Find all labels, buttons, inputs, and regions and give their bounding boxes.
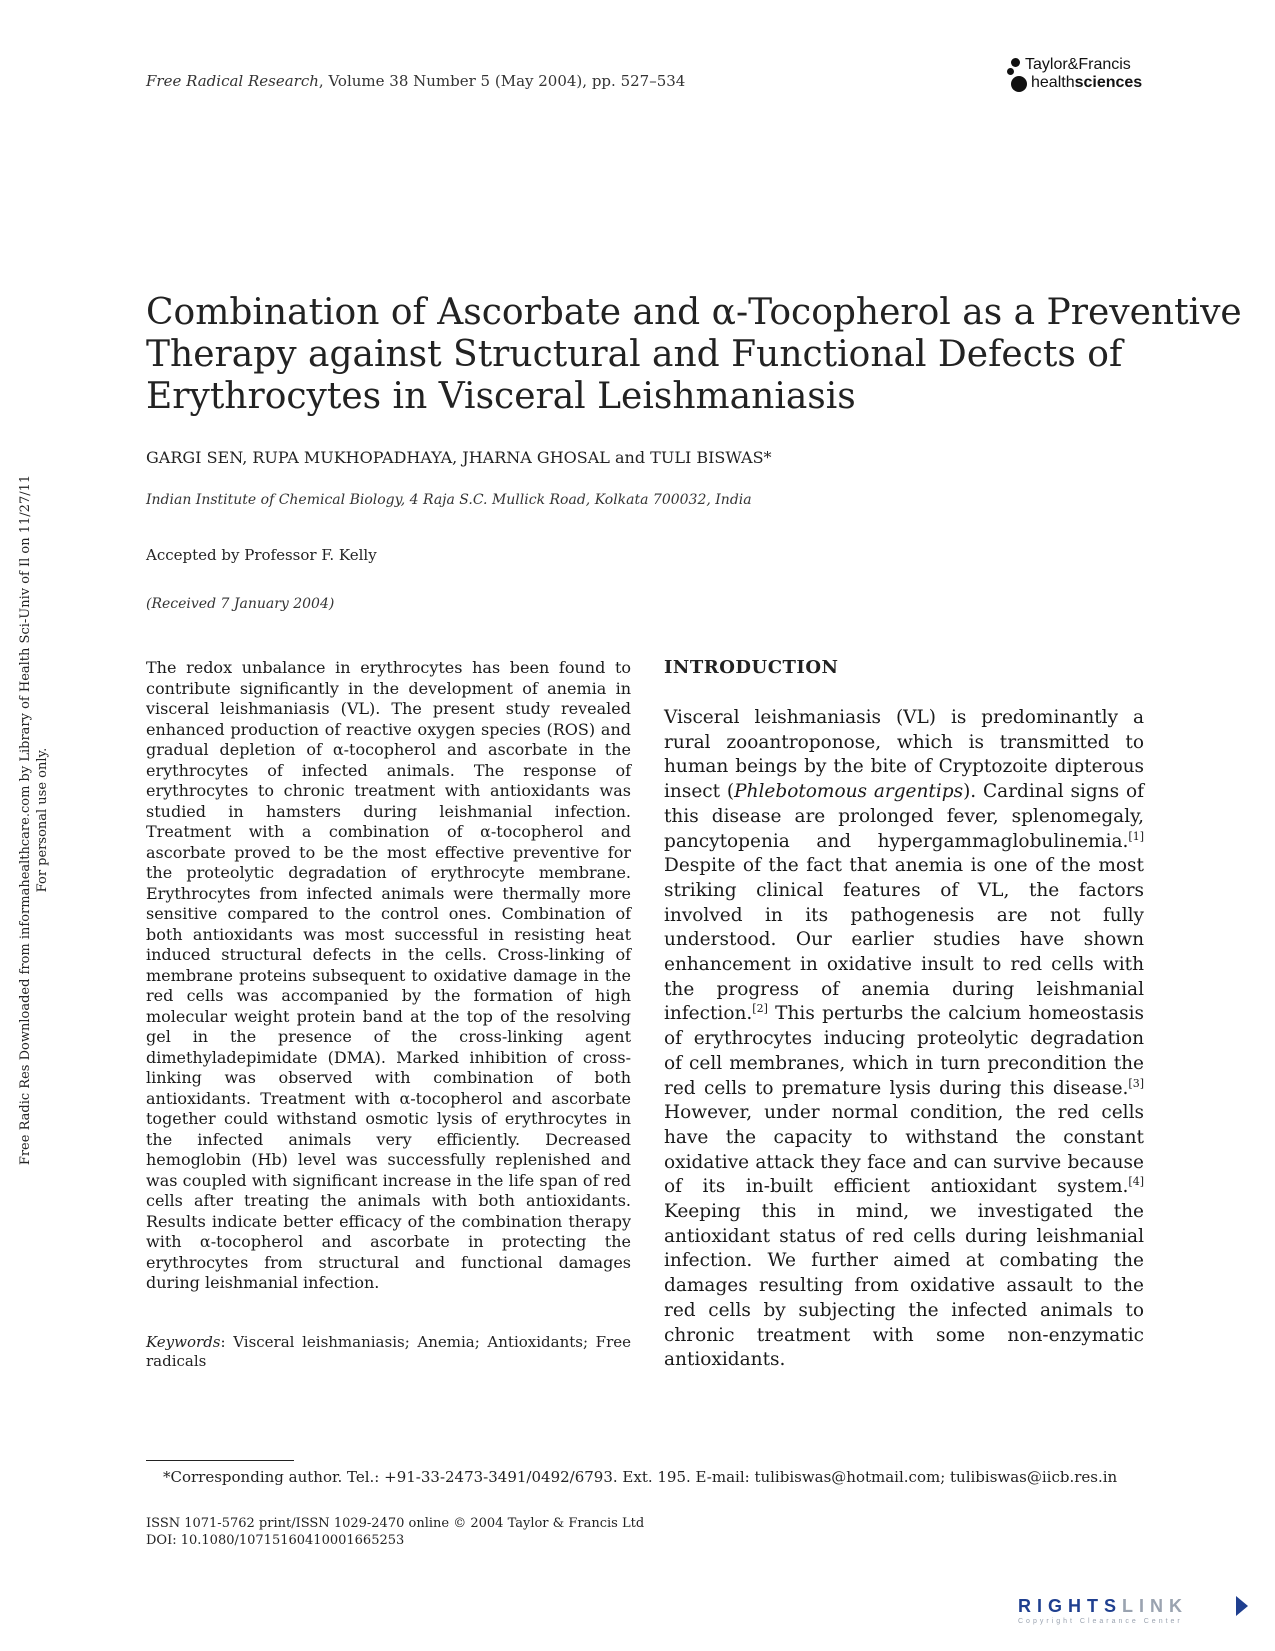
accepted-by: Accepted by Professor F. Kelly [146,546,377,564]
logo-dot-icon [1011,76,1027,92]
rightslink-logo[interactable] [1018,1592,1248,1632]
logo-line1: Taylor&Francis [1025,56,1131,73]
logo-dot-icon [1007,68,1014,75]
side-note-line1: Free Radic Res Downloaded from informahealthcare.com by Library of Health Sci-Univ of Il on 11/27/11 [18,474,33,1166]
authors: GARGI SEN, RUPA MUKHOPADHAYA, JHARNA GHOSAL and TULI BISWAS* [146,448,772,467]
keywords [146,1333,631,1371]
title-line: Erythrocytes in Visceral Leishmaniasis [146,376,856,417]
citation-ref[interactable]: [1] [1128,829,1144,843]
side-note-line2: For personal use only. [35,747,50,893]
intro-paragraph: Visceral leishmaniasis (VL) is predominantly a rural zooantroponose, which is transmitted to human beings by the bite of Cryptozoite dipterous insect (Phlebotomous argentips). Cardinal signs of this disease are prolonged fever, splenomegaly, pancytopenia and hypergammaglobulinemia.[1] Despite of the fact that anemia is one of the most striking clinical features of VL, the factors involved in its pathogenesis are not fully understood. Our earlier studies have shown enhancement in oxidative insult to red cells with the progress of anemia during leishmanial infection.[2] This perturbs the calcium homeostasis of erythrocytes inducing proteolytic degradation of cell membranes, which in turn precondition the red cells to premature lysis during this disease.[3] However, under normal condition, the red cells have the capacity to withstand the constant oxidative attack they face and can survive because of its in-built efficient antioxidant system.[4] Keeping this in mind, we investigated the antioxidant status of red cells during leishmanial infection. We further aimed at combating the damages resulting from oxidative assault to the red cells by subjecting the infected animals to chronic treatment with some non-enzymatic antioxidants. [664,707,1144,1371]
citation: , Volume 38 Number 5 (May 2004), pp. 527–534 [318,72,686,90]
taylor-francis-logo [1003,54,1153,94]
citation-ref[interactable]: [2] [752,1002,768,1016]
footnote-divider [146,1460,294,1461]
corresponding-author-footnote: *Corresponding author. Tel.: +91-33-2473-3491/0492/6793. Ext. 195. E-mail: tulibiswas@hotmail.com; tulibiswas@iicb.res.in [163,1468,1118,1486]
affiliation: Indian Institute of Chemical Biology, 4 Raja S.C. Mullick Road, Kolkata 700032, India [146,492,752,508]
rightslink-subtext: Copyright Clearance Center [1018,1618,1183,1625]
section-heading: INTRODUCTION [664,657,839,678]
doi[interactable]: DOI: 10.1080/10715160410001665253 [146,1533,405,1548]
keywords-list: : Visceral leishmaniasis; Anemia; Antioxidants; Free radicals [146,1333,631,1370]
rightslink-wordmark: RIGHTSLINK [1018,1596,1189,1616]
title-line: Combination of Ascorbate and α-Tocopherol as a Preventive [146,292,1242,333]
rightslink-arrow-icon [1236,1596,1248,1616]
journal-name: Free Radical Research [146,72,319,90]
publication-info [146,1515,644,1549]
keywords-label: Keywords [146,1333,221,1351]
logo-dot-icon [1011,58,1020,67]
issn: ISSN 1071-5762 print/ISSN 1029-2470 online © 2004 Taylor & Francis Ltd [146,1516,645,1531]
received-date: (Received 7 January 2004) [146,596,335,612]
citation-ref[interactable]: [3] [1128,1076,1144,1090]
citation-ref[interactable]: [4] [1128,1175,1144,1189]
title-line: Therapy against Structural and Functional Defects of [146,334,1123,375]
abstract: The redox unbalance in erythrocytes has been found to contribute significantly in the development of anemia in visceral leishmaniasis (VL). The present study revealed enhanced production of reactive oxygen species (ROS) and gradual depletion of α-tocopherol and ascorbate in the erythrocytes of infected animals. The response of erythrocytes to chronic treatment with antioxidants was studied in hamsters during leishmanial infection. Treatment with a combination of α-tocopherol and ascorbate proved to be the most effective preventive for the proteolytic degradation of erythrocyte membrane. Erythrocytes from infected animals were thermally more sensitive compared to the control ones. Combination of both antioxidants was most successful in resisting heat induced structural defects in the cells. Cross-linking of membrane proteins subsequent to oxidative damage in the red cells was accompanied by the formation of high molecular weight protein band at the top of the resolving gel in the presence of the cross-linking agent dimethyladepimidate (DMA). Marked inhibition of cross-linking was observed with combination of both antioxidants. Treatment with α-tocopherol and ascorbate together could withstand osmotic lysis of erythrocytes in the infected animals very efficiently. Decreased hemoglobin (Hb) level was successfully replenished and was coupled with significant increase in the life span of red cells after treating the animals with both antioxidants. Results indicate better efficacy of the combination therapy with α-tocopherol and ascorbate in protecting the erythrocytes from structural and functional damages during leishmanial infection. [146,658,631,1292]
running-header [146,72,685,90]
logo-line2: healthsciences [1031,74,1143,91]
article-title [146,292,1242,418]
